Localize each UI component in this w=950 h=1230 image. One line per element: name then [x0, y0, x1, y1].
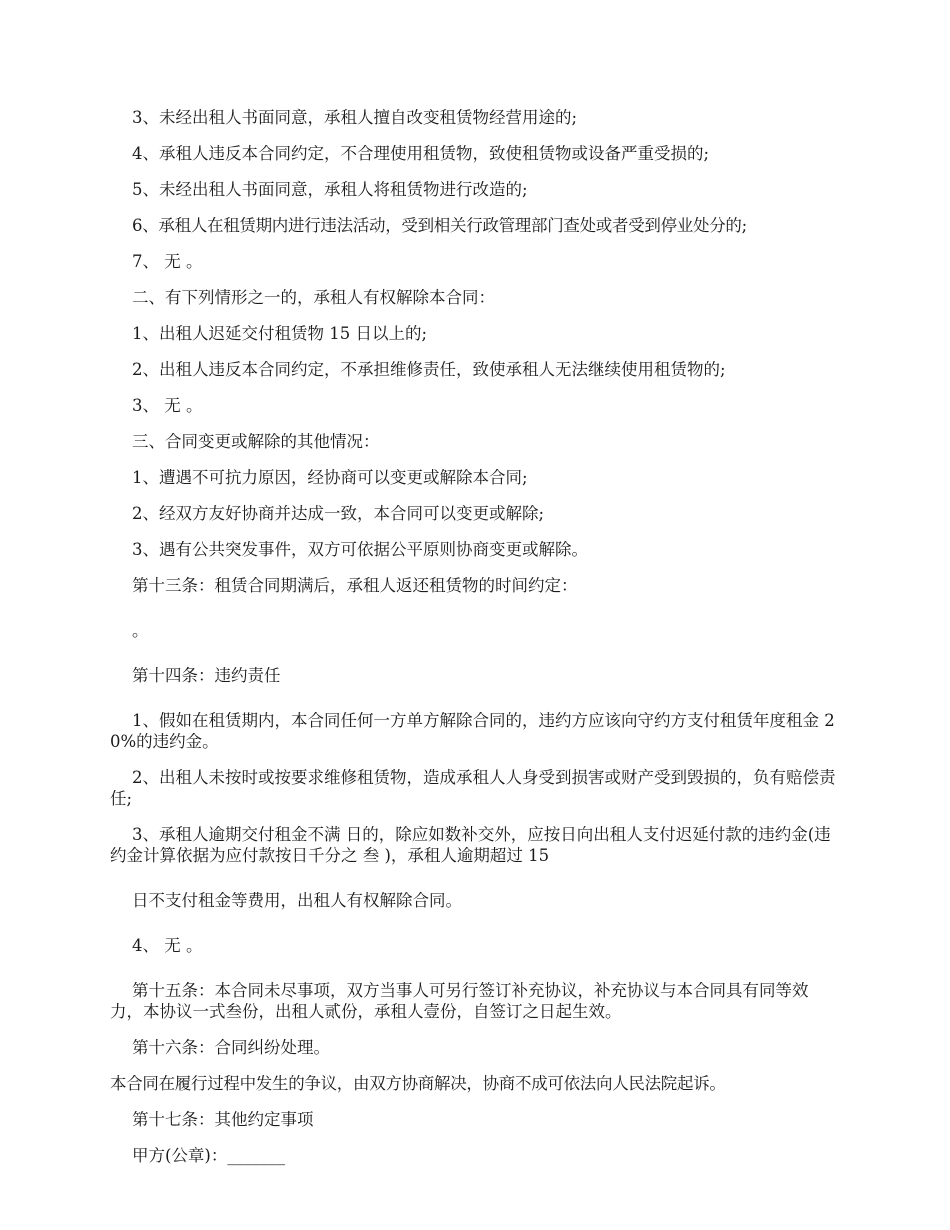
clause-item: 3、未经出租人书面同意，承租人擅自改变租赁物经营用途的; [132, 108, 578, 127]
clause-item: 4、承租人违反本合同约定，不合理使用租赁物，致使租赁物或设备严重受损的; [132, 144, 710, 163]
clause-item: 2、经双方友好协商并达成一致，本合同可以变更或解除; [132, 504, 545, 523]
clause-item: 2、出租人未按时或按要求维修租赁物，造成承租人人身受到损害或财产受到毁损的，负有赔偿责任; [110, 768, 836, 808]
article-heading: 第十三条：租赁合同期满后，承租人返还租赁物的时间约定： [132, 576, 578, 595]
section-heading: 二、有下列情形之一的，承租人有权解除本合同： [132, 288, 495, 307]
article-paragraph: 第十五条：本合同未尽事项，双方当事人可另行签订补充协议，补充协议与本合同具有同等效力，本协议一式叁份，出租人贰份，承租人壹份，自签订之日起生效。 [110, 981, 809, 1021]
article-paragraph: 本合同在履行过程中发生的争议，由双方协商解决，协商不成可依法向人民法院起诉。 [110, 1074, 726, 1093]
clause-item: 3、遇有公共突发事件，双方可依据公平原则协商变更或解除。 [132, 540, 588, 559]
clause-item: 1、出租人迟延交付租赁物 15 日以上的; [132, 324, 428, 343]
clause-item: 3、承租人逾期交付租金不满 日的，除应如数补交外，应按日向出租人支付迟延付款的违约金(违约金计算依据为应付款按日千分之 叁 )，承租人逾期超过 15 [110, 825, 831, 865]
article-heading: 第十四条：违约责任 [132, 666, 281, 685]
clause-item: 1、遭遇不可抗力原因，经协商可以变更或解除本合同; [132, 468, 528, 487]
article-heading: 第十六条：合同纠纷处理。 [132, 1038, 330, 1057]
clause-item: 5、未经出租人书面同意，承租人将租赁物进行改造的; [132, 180, 528, 199]
clause-item: 7、 无 。 [132, 252, 203, 271]
clause-item: 1、假如在租赁期内，本合同任何一方单方解除合同的，违约方应该向守约方支付租赁年度租金 20%的违约金。 [110, 711, 835, 751]
clause-item: 2、出租人违反本合同约定，不承担维修责任，致使承租人无法继续使用租赁物的; [132, 360, 726, 379]
clause-continuation: 日不支付租金等费用，出租人有权解除合同。 [132, 891, 462, 910]
signature-line: 甲方(公章)：_______ [132, 1146, 286, 1165]
clause-item: 6、承租人在租赁期内进行违法活动，受到相关行政管理部门查处或者受到停业处分的; [132, 216, 747, 235]
clause-item: 3、 无 。 [132, 396, 203, 415]
blank-period: 。 [132, 621, 149, 640]
clause-item: 4、 无 。 [132, 936, 203, 955]
section-heading: 三、合同变更或解除的其他情况： [132, 432, 380, 451]
article-heading: 第十七条：其他约定事项 [132, 1110, 314, 1129]
